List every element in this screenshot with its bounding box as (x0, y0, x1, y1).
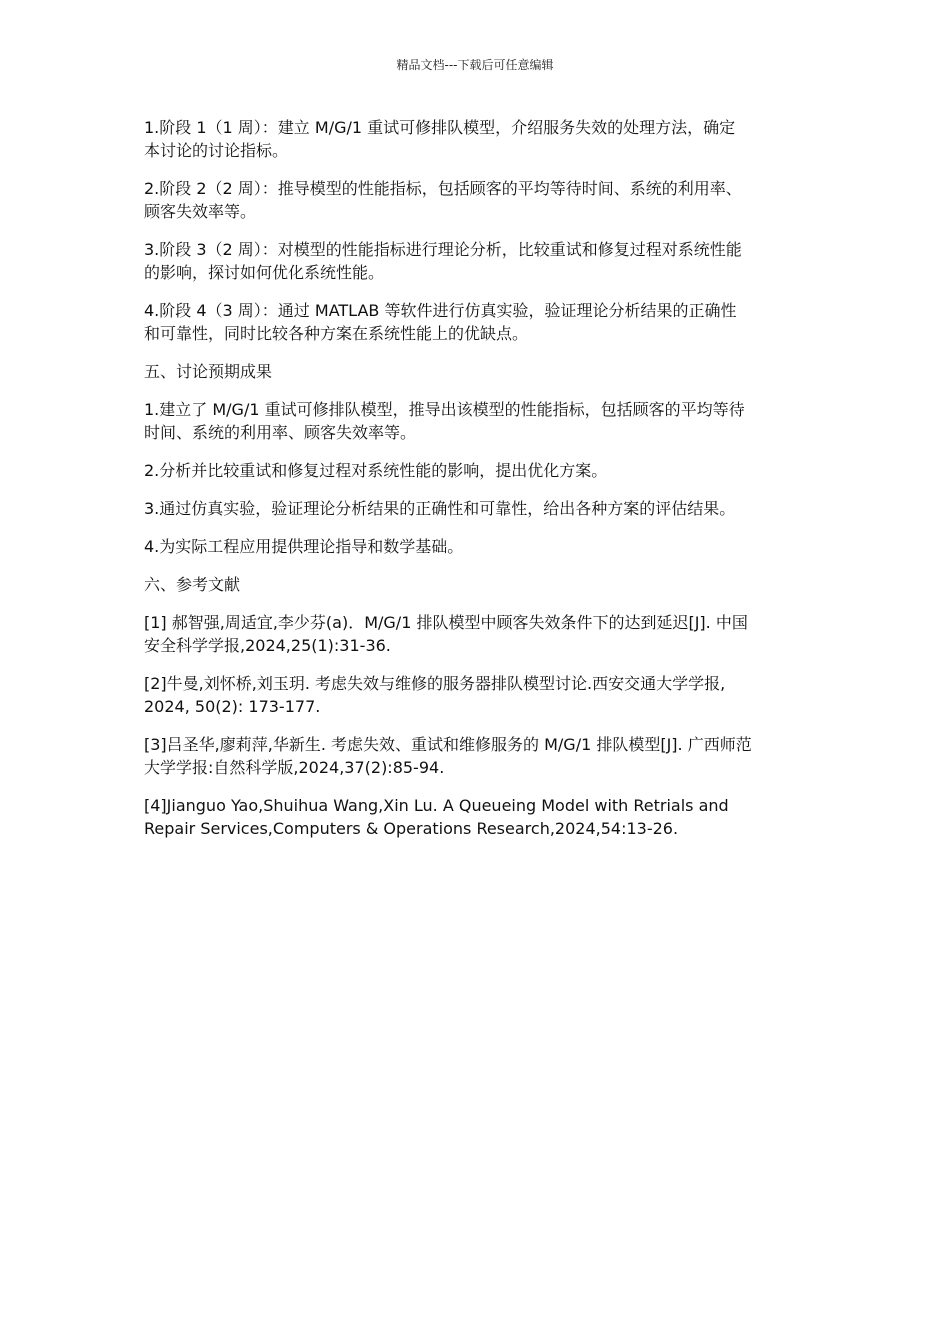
stage-4-line-1: 4.阶段 4（3 周）：通过 MATLAB 等软件进行仿真实验，验证理论分析结果的正确性 (144, 301, 737, 320)
stage-1-line-1: 1.阶段 1（1 周）：建立 M/G/1 重试可修排队模型，介绍服务失效的处理方法，确定 (144, 118, 736, 137)
stage-item-1 (144, 116, 810, 162)
reference-4-line-2: Repair Services,Computers & Operations Research,2024,54:13-26. (144, 819, 679, 838)
result-1-line-2: 时间、系统的利用率、顾客失效率等。 (144, 423, 417, 442)
page-header: 精品文档---下载后可任意编辑 (396, 58, 554, 72)
stage-item-4 (144, 299, 810, 345)
result-1-line-1: 1.建立了 M/G/1 重试可修排队模型，推导出该模型的性能指标，包括顾客的平均等待 (144, 400, 745, 419)
reference-item-1 (144, 611, 810, 657)
reference-1-line-2: 安全科学学报,2024,25(1):31-36. (144, 636, 391, 655)
reference-2-line-1: [2]牛曼,刘怀桥,刘玉玥. 考虑失效与维修的服务器排队模型讨论.西安交通大学学报, (144, 674, 726, 693)
stage-3-line-2: 的影响，探讨如何优化系统性能。 (144, 263, 385, 282)
result-2-line-1: 2.分析并比较重试和修复过程对系统性能的影响，提出优化方案。 (144, 461, 608, 480)
stage-item-2 (144, 177, 810, 223)
result-item-4 (144, 535, 810, 558)
stage-4-line-2: 和可靠性，同时比较各种方案在系统性能上的优缺点。 (144, 324, 529, 343)
result-4-line-1: 4.为实际工程应用提供理论指导和数学基础。 (144, 537, 464, 556)
stage-item-3 (144, 238, 810, 284)
section-heading-expected-results: 五、讨论预期成果 (144, 362, 273, 381)
reference-item-3 (144, 733, 810, 779)
result-item-1 (144, 398, 810, 444)
reference-2-line-2: 2024, 50(2): 173-177. (144, 697, 321, 716)
stage-2-line-2: 顾客失效率等。 (144, 202, 257, 221)
result-3-line-1: 3.通过仿真实验，验证理论分析结果的正确性和可靠性，给出各种方案的评估结果。 (144, 499, 736, 518)
reference-3-line-1: [3]吕圣华,廖莉萍,华新生. 考虑失效、重试和维修服务的 M/G/1 排队模型[J]. 广西师范 (144, 735, 752, 754)
result-item-3 (144, 497, 810, 520)
reference-3-line-2: 大学学报:自然科学版,2024,37(2):85-94. (144, 758, 445, 777)
stage-1-line-2: 本讨论的讨论指标。 (144, 141, 289, 160)
reference-item-4 (144, 794, 810, 840)
reference-4-line-1: [4]Jianguo Yao,Shuihua Wang,Xin Lu. A Queueing Model with Retrials and (144, 796, 729, 815)
reference-1-line-1: [1] 郝智强,周适宜,李少芬(a)．M/G/1 排队模型中顾客失效条件下的达到延迟[J]. 中国 (144, 613, 748, 632)
result-item-2 (144, 459, 810, 482)
reference-item-2 (144, 672, 810, 718)
section-heading-references: 六、参考文献 (144, 575, 241, 594)
stage-3-line-1: 3.阶段 3（2 周）：对模型的性能指标进行理论分析，比较重试和修复过程对系统性能 (144, 240, 742, 259)
document-body (144, 116, 810, 855)
stage-2-line-1: 2.阶段 2（2 周）：推导模型的性能指标，包括顾客的平均等待时间、系统的利用率、 (144, 179, 742, 198)
